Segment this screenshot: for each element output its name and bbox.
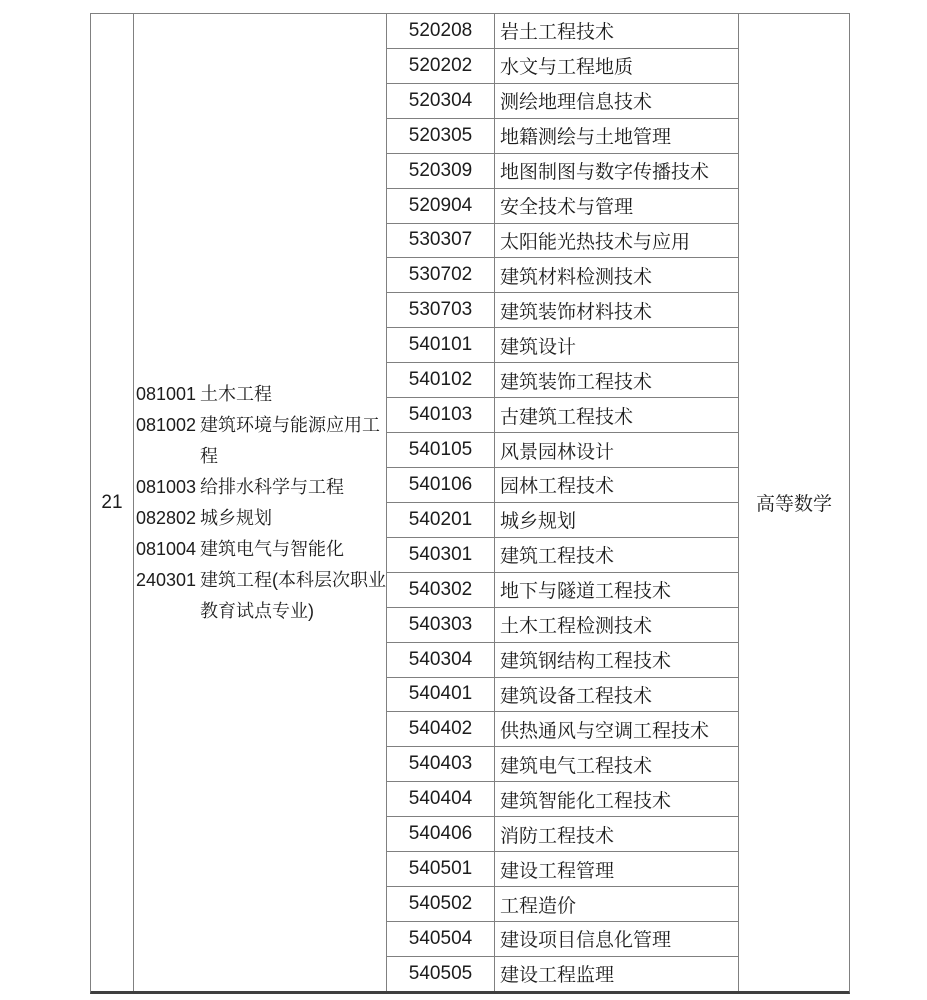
vocational-major-code: 540106	[387, 468, 495, 502]
table-row	[387, 643, 738, 678]
table-row	[387, 608, 738, 643]
vocational-major-code: 540201	[387, 503, 495, 537]
table-row	[387, 363, 738, 398]
table-row	[387, 747, 738, 782]
vocational-major-name: 建筑工程技术	[500, 546, 615, 568]
vocational-major-name: 建筑装饰工程技术	[500, 371, 653, 393]
vocational-major-code: 520904	[387, 189, 495, 223]
vocational-major-code: 520305	[387, 119, 495, 153]
vocational-major-name: 建筑智能化工程技术	[500, 790, 672, 812]
exam-subject: 高等数学	[755, 494, 832, 515]
vocational-major-code: 540504	[387, 922, 495, 956]
vocational-major-name: 建筑材料检测技术	[500, 266, 653, 288]
vocational-major-name: 岩土工程技术	[500, 22, 615, 44]
table-row	[387, 398, 738, 433]
vocational-major-code: 540101	[387, 328, 495, 362]
vocational-major-code: 540102	[387, 363, 495, 397]
vocational-major-name: 水文与工程地质	[500, 57, 634, 79]
table-row	[387, 328, 738, 363]
vocational-major-code: 540401	[387, 678, 495, 712]
vocational-major-code: 540402	[387, 712, 495, 746]
table-row	[387, 887, 738, 922]
vocational-major-name: 供热通风与空调工程技术	[500, 720, 710, 742]
table-row	[387, 538, 738, 573]
vocational-major-name: 土木工程检测技术	[500, 616, 653, 638]
table-row	[387, 49, 738, 84]
undergraduate-major-name: 给排水科学与工程	[200, 476, 344, 497]
table-row	[387, 922, 738, 957]
vocational-major-name: 建筑装饰材料技术	[500, 301, 653, 323]
vocational-major-code: 540304	[387, 643, 495, 677]
vocational-major-code: 540404	[387, 782, 495, 816]
vocational-major-code: 540403	[387, 747, 495, 781]
undergraduate-majors-cell	[134, 14, 387, 991]
vocational-major-name: 地下与隧道工程技术	[500, 581, 672, 603]
vocational-major-name: 风景园林设计	[500, 441, 615, 463]
undergraduate-major-name: 建筑工程(本科层次职业教育试点专业)	[200, 569, 386, 621]
vocational-major-name: 建设项目信息化管理	[500, 930, 672, 952]
vocational-major-name: 消防工程技术	[500, 825, 615, 847]
undergraduate-major-name: 建筑电气与智能化	[200, 538, 344, 559]
undergraduate-major-name: 城乡规划	[200, 507, 272, 528]
row-number-cell	[91, 14, 134, 991]
vocational-major-name: 地籍测绘与土地管理	[500, 127, 672, 149]
table-row	[387, 573, 738, 608]
vocational-major-name: 太阳能光热技术与应用	[500, 231, 691, 253]
vocational-major-name: 工程造价	[500, 895, 577, 917]
vocational-major-code: 540103	[387, 398, 495, 432]
table-row	[387, 189, 738, 224]
vocational-major-code: 520202	[387, 49, 495, 83]
table-row	[387, 258, 738, 293]
vocational-major-name: 古建筑工程技术	[500, 406, 634, 428]
vocational-major-name: 建设工程监理	[500, 965, 615, 987]
table-row	[387, 712, 738, 747]
vocational-major-name: 建筑设备工程技术	[500, 685, 653, 707]
vocational-major-name: 建设工程管理	[500, 860, 615, 882]
table-row	[387, 678, 738, 713]
table-row	[387, 224, 738, 259]
undergraduate-major-entry	[136, 503, 386, 534]
vocational-major-name: 安全技术与管理	[500, 197, 634, 219]
majors-correspondence-table	[90, 13, 850, 994]
undergraduate-major-entry	[136, 379, 386, 410]
undergraduate-major-entry	[136, 534, 386, 565]
undergraduate-major-entry	[136, 410, 386, 472]
undergraduate-major-code: 240301	[136, 569, 197, 590]
table-row	[387, 852, 738, 887]
vocational-major-code: 540505	[387, 957, 495, 991]
vocational-major-name: 测绘地理信息技术	[500, 92, 653, 114]
undergraduate-major-code: 081003	[136, 476, 197, 497]
vocational-major-code: 530703	[387, 293, 495, 327]
undergraduate-major-name: 土木工程	[200, 383, 272, 404]
vocational-major-code: 540501	[387, 852, 495, 886]
vocational-major-name: 城乡规划	[500, 511, 577, 533]
table-row	[387, 468, 738, 503]
vocational-major-name: 建筑钢结构工程技术	[500, 651, 672, 673]
table-row	[387, 782, 738, 817]
table-row	[387, 119, 738, 154]
table-row	[387, 433, 738, 468]
undergraduate-major-code: 081001	[136, 383, 197, 404]
table-row	[387, 154, 738, 189]
undergraduate-major-code: 081004	[136, 538, 197, 559]
vocational-major-name: 建筑设计	[500, 336, 577, 358]
table-row	[387, 503, 738, 538]
vocational-major-name: 地图制图与数字传播技术	[500, 162, 710, 184]
undergraduate-major-entry	[136, 472, 386, 503]
vocational-major-code: 540302	[387, 573, 495, 607]
vocational-major-code: 530307	[387, 224, 495, 258]
undergraduate-major-name: 建筑环境与能源应用工程	[200, 414, 380, 466]
table-row	[387, 817, 738, 852]
table-row	[387, 293, 738, 328]
undergraduate-major-code: 081002	[136, 414, 197, 435]
vocational-major-name: 建筑电气工程技术	[500, 755, 653, 777]
vocational-major-code: 540303	[387, 608, 495, 642]
vocational-major-code: 540105	[387, 433, 495, 467]
vocational-majors-rows	[387, 14, 738, 991]
vocational-major-name: 园林工程技术	[500, 476, 615, 498]
undergraduate-major-code: 082802	[136, 507, 197, 528]
vocational-major-code: 540406	[387, 817, 495, 851]
undergraduate-major-entry	[136, 565, 386, 627]
vocational-major-code: 540301	[387, 538, 495, 572]
vocational-major-code: 520309	[387, 154, 495, 188]
vocational-major-code: 520304	[387, 84, 495, 118]
table-row	[387, 957, 738, 991]
table-row	[387, 14, 738, 49]
row-number: 21	[101, 491, 123, 513]
vocational-major-code: 540502	[387, 887, 495, 921]
exam-subject-cell	[738, 14, 849, 991]
vocational-major-code: 520208	[387, 14, 495, 48]
vocational-major-code: 530702	[387, 258, 495, 292]
table-row	[387, 84, 738, 119]
